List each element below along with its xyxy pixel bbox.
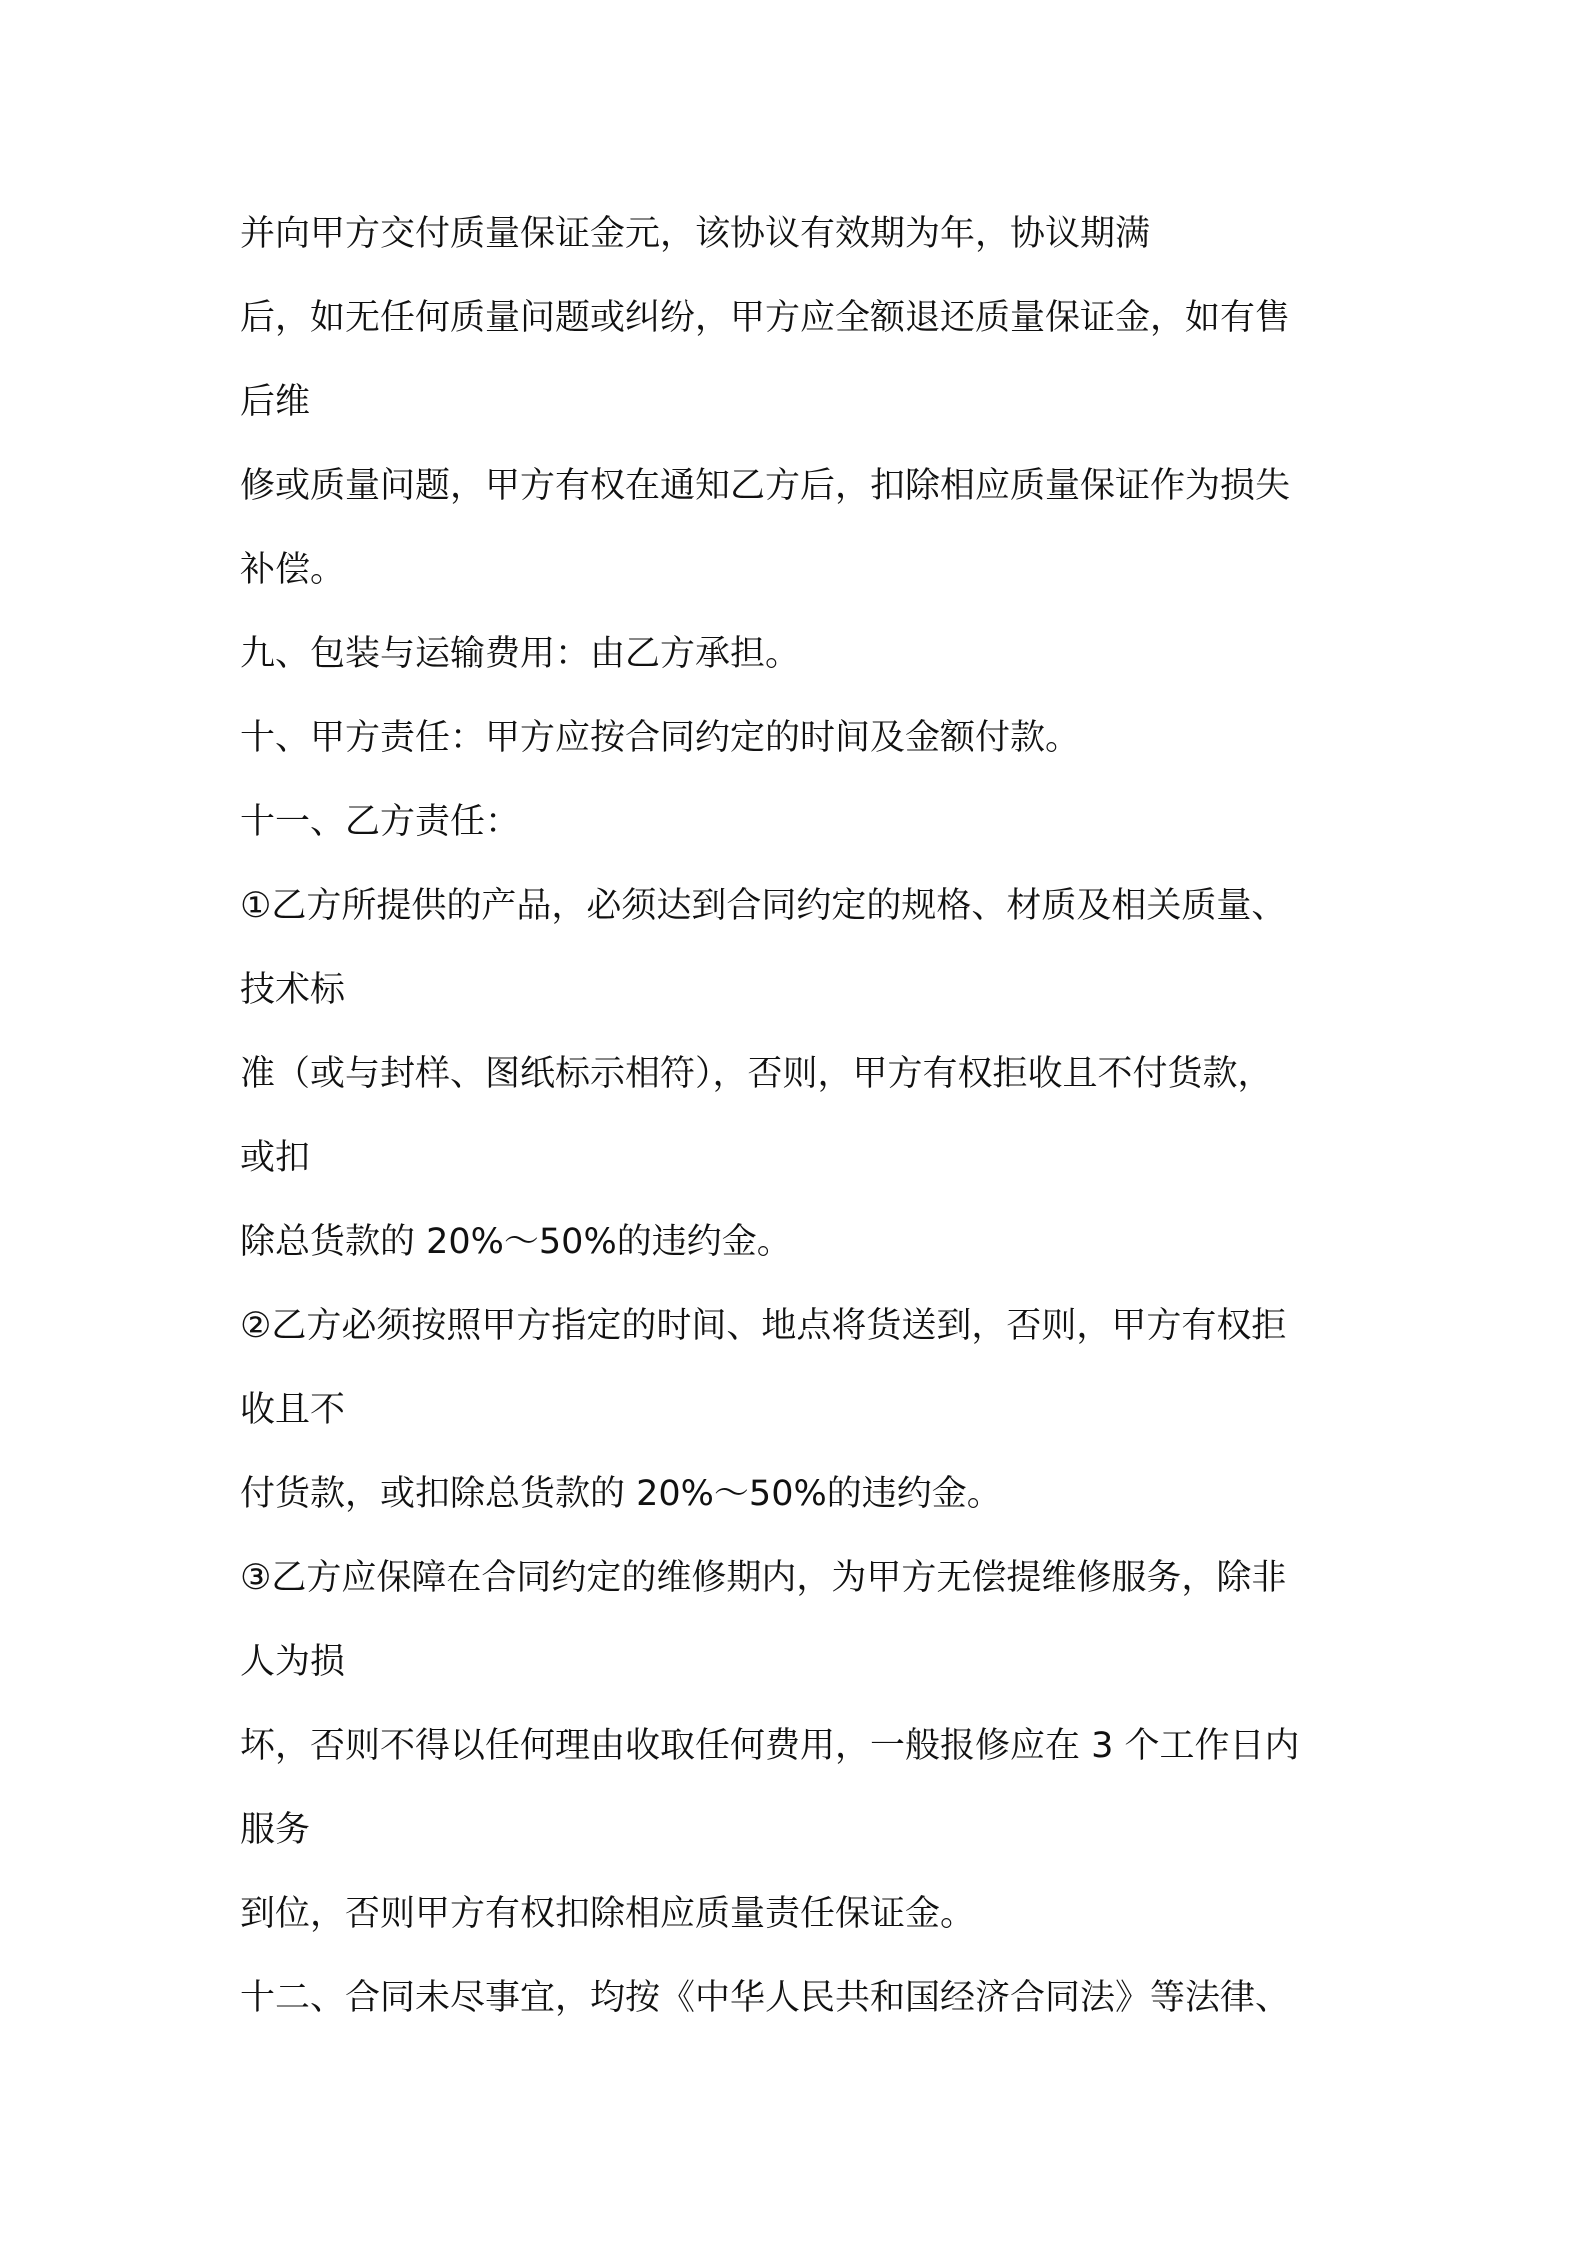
clause-11-heading: 十一、乙方责任： — [240, 802, 521, 842]
text-line: 修或质量问题，甲方有权在通知乙方后，扣除相应质量保证作为损失 — [240, 466, 1291, 506]
clause-11-item-3: ③乙方应保障在合同约定的维修期内，为甲方无偿提维修服务，除非 — [240, 1558, 1287, 1598]
text-line: 除总货款的 20%～50%的违约金。 — [240, 1222, 792, 1262]
clause-12: 十二、合同未尽事宜，均按《中华人民共和国经济合同法》等法律、 — [240, 1978, 1291, 2018]
text-line: 补偿。 — [240, 550, 346, 590]
text-line: 服务 — [240, 1810, 311, 1850]
text-line: 人为损 — [240, 1642, 346, 1682]
text-line: 准（或与封样、图纸标示相符），否则，甲方有权拒收且不付货款， — [240, 1054, 1273, 1094]
text-line: 坏，否则不得以任何理由收取任何费用，一般报修应在 3 个工作日内 — [240, 1726, 1300, 1766]
text-line: 付货款，或扣除总货款的 20%～50%的违约金。 — [240, 1474, 1002, 1514]
text-line: 技术标 — [240, 970, 346, 1010]
text-line: 或扣 — [240, 1138, 311, 1178]
clause-11-item-2: ②乙方必须按照甲方指定的时间、地点将货送到，否则，甲方有权拒 — [240, 1306, 1287, 1346]
text-line: 收且不 — [240, 1390, 346, 1430]
document-body — [240, 192, 1360, 2040]
text-line: 到位，否则甲方有权扣除相应质量责任保证金。 — [240, 1894, 976, 1934]
clause-10: 十、甲方责任：甲方应按合同约定的时间及金额付款。 — [240, 718, 1081, 758]
text-line: 并向甲方交付质量保证金元，该协议有效期为年，协议期满 — [240, 214, 1151, 254]
clause-11-item-1: ①乙方所提供的产品，必须达到合同约定的规格、材质及相关质量、 — [240, 886, 1287, 926]
text-line: 后，如无任何质量问题或纠纷，甲方应全额退还质量保证金，如有售 — [240, 298, 1291, 338]
clause-9: 九、包装与运输费用：由乙方承担。 — [240, 634, 801, 674]
text-line: 后维 — [240, 382, 311, 422]
